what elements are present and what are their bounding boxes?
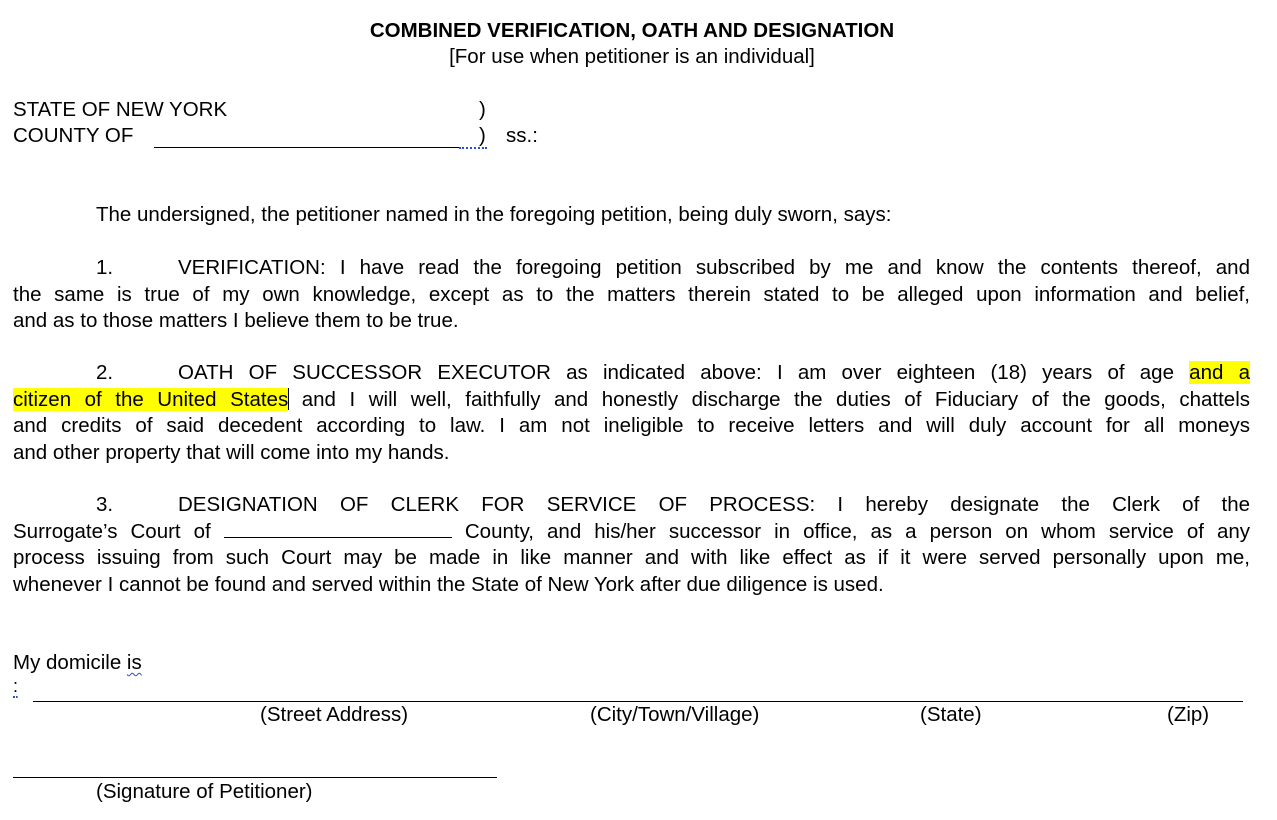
paragraph-3-line-2-text-b: County, and his/her successor in office, as a person on whom service of any xyxy=(464,519,1251,543)
paragraph-3-line-3: process issuing from such Court may be made in like manner and with like effect as if it were served personally upon me, xyxy=(13,546,1250,569)
paragraph-2-line-1 xyxy=(13,360,1250,387)
paragraph-1-line-2: the same is true of my own knowledge, except as to the matters therein stated to be alleged upon information and belief, xyxy=(13,282,1250,306)
paragraph-3-number: 3. xyxy=(96,493,114,516)
domicile-label xyxy=(13,650,142,676)
domicile-label-text: My domicile xyxy=(13,651,127,674)
state-line: STATE OF NEW YORK xyxy=(13,98,228,121)
domicile-is: is xyxy=(126,651,142,674)
surrogate-county-blank-field[interactable] xyxy=(224,519,452,538)
street-address-caption: (Street Address) xyxy=(260,703,409,726)
signature-line[interactable] xyxy=(13,777,497,778)
paragraph-3-line-1: DESIGNATION OF CLERK FOR SERVICE OF PROCESS: I hereby designate the Clerk of the xyxy=(178,493,1250,516)
highlighted-text-2: citizen of the United States xyxy=(13,387,289,411)
paragraph-2-line-2 xyxy=(13,387,1250,414)
paragraph-2-line-2-text: and I will well, faithfully and honestly discharge the duties of Fiduciary of the goods, chattels xyxy=(301,387,1250,411)
highlighted-text-1: and a xyxy=(1189,361,1250,384)
paragraph-2-line-4: and other property that will come into my hands. xyxy=(13,440,450,464)
paragraph-2-line-3: and credits of said decedent according to law. I am not ineligible to receive letters and will duly account for all moneys xyxy=(13,414,1250,437)
ss-label: ss.: xyxy=(506,124,538,147)
domicile-colon-mark: : xyxy=(13,676,19,696)
county-label: COUNTY OF xyxy=(13,124,134,147)
paragraph-1-line-1: VERIFICATION: I have read the foregoing petition subscribed by me and know the contents thereof, and xyxy=(178,256,1250,279)
text-cursor xyxy=(288,388,289,410)
county-blank-field[interactable] xyxy=(154,123,459,148)
paragraph-3-line-4: whenever I cannot be found and served within the State of New York after due diligence is used. xyxy=(13,572,884,596)
paragraph-2-line-1-text: OATH OF SUCCESSOR EXECUTOR as indicated above: I am over eighteen (18) years of age xyxy=(178,361,1174,384)
paragraph-1-number: 1. xyxy=(96,256,114,279)
document-title: COMBINED VERIFICATION, OATH AND DESIGNATION xyxy=(369,19,895,42)
paragraph-2-number: 2. xyxy=(96,361,114,384)
state-caption: (State) xyxy=(920,703,982,726)
city-caption: (City/Town/Village) xyxy=(590,703,760,726)
paragraph-1-line-3: and as to those matters I believe them to be true. xyxy=(13,309,459,332)
domicile-address-line[interactable] xyxy=(33,701,1243,702)
paragraph-1 xyxy=(13,255,1250,335)
zip-caption: (Zip) xyxy=(1167,703,1210,726)
domicile-colon xyxy=(13,676,18,696)
intro-text: The undersigned, the petitioner named in the foregoing petition, being duly sworn, says: xyxy=(96,203,892,226)
paragraph-2 xyxy=(13,360,1250,466)
paragraph-3-line-2-text-a: Surrogate’s Court of xyxy=(13,519,211,543)
venue-paren-1: ) xyxy=(479,98,486,121)
paragraph-3-line-2 xyxy=(13,519,1250,546)
paragraph-3 xyxy=(13,492,1250,598)
document-subtitle: [For use when petitioner is an individual] xyxy=(449,45,815,68)
venue-paren-2: ) xyxy=(479,124,486,147)
signature-caption: (Signature of Petitioner) xyxy=(96,780,313,803)
